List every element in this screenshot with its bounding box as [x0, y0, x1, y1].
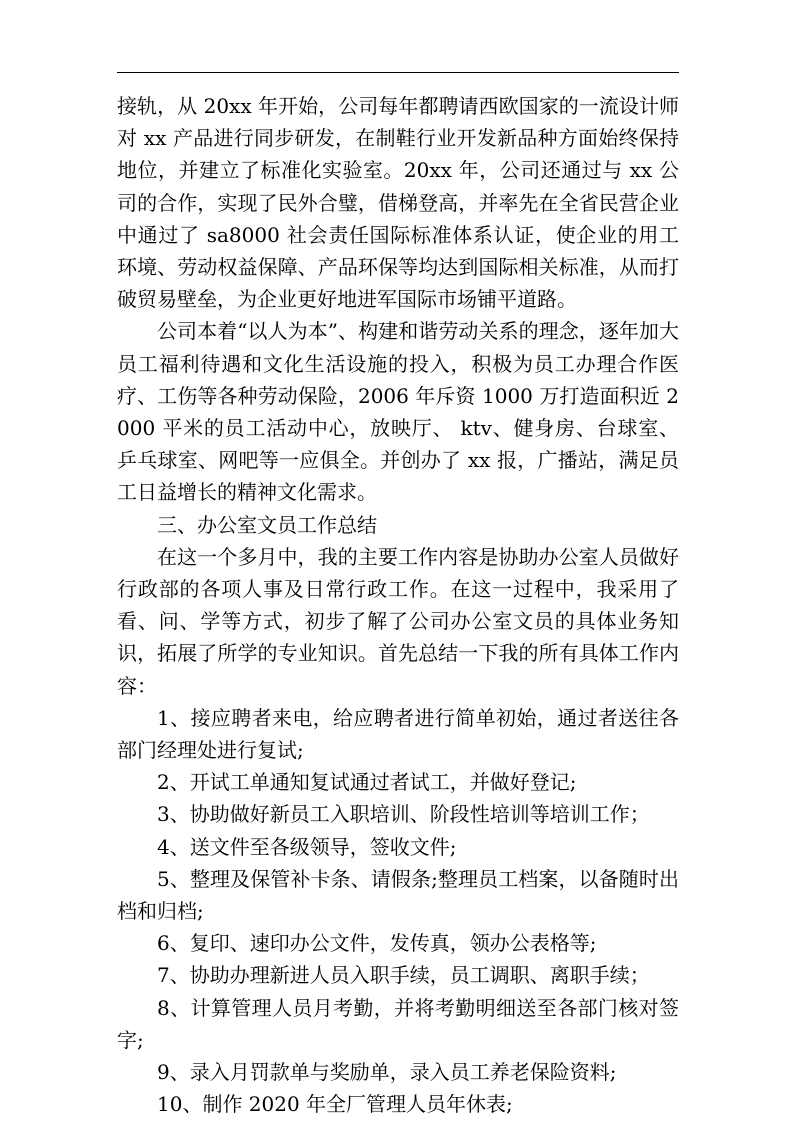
list-item: 1、接应聘者来电，给应聘者进行简单初始，通过者送往各部门经理处进行复试;	[117, 705, 679, 763]
document-body	[117, 90, 679, 1121]
header-rule	[117, 72, 679, 73]
list-item: 4、送文件至各级领导，签收文件;	[157, 834, 457, 859]
list-item: 3、协助做好新员工入职培训、阶段性培训等培训工作；	[157, 802, 650, 827]
paragraph-continuation: 接轨，从 20xx 年开始，公司每年都聘请西欧国家的一流设计师对 xx 产品进行同步研发，在制鞋行业开发新品种方面始终保持地位，并建立了标准化实验室。20xx 年，公司还通过与 xx 公司的合作，实现了民外合璧，借梯登高，并率先在全省民营企业中通过了 sa8000 社会责任国际标准体系认证，使企业的用工环境、劳动权益保障、产品环保等均达到国际相关标准，从而打破贸易壁垒，为企业更好地进军国际市场铺平道路。	[117, 94, 679, 312]
paragraph-work-intro: 在这一个多月中，我的主要工作内容是协助办公室人员做好行政部的各项人事及日常行政工作。在这一过程中，我采用了看、问、学等方式，初步了解了公司办公室文员的具体业务知识，拓展了所学的专业知识。首先总结一下我的所有具体工作内容：	[117, 544, 679, 698]
paragraph-company-welfare: 公司本着“以人为本”、构建和谐劳动关系的理念，逐年加大员工福利待遇和文化生活设施的投入，积极为员工办理合作医疗、工伤等各种劳动保险，2006 年斥资 1000 万打造面积近 2000 平米的员工活动中心，放映厅、 ktv、健身房、台球室、乒乓球室、网吧等一应俱全。并创办了 xx 报，广播站，满足员工日益增长的精神文化需求。	[117, 319, 679, 505]
list-item: 8、计算管理人员月考勤，并将考勤明细送至各部门核对签字;	[117, 995, 679, 1052]
list-item: 5、整理及保管补卡条、请假条;整理员工档案，以备随时出档和归档;	[117, 866, 679, 924]
section-heading: 三、办公室文员工作总结	[157, 512, 377, 537]
list-item: 6、复印、速印办公文件，发传真，领办公表格等;	[157, 931, 597, 956]
list-item: 7、协助办理新进人员入职手续，员工调职、离职手续；	[157, 963, 650, 988]
list-item: 10、制作 2020 年全厂管理人员年休表;	[157, 1092, 513, 1117]
list-item: 2、开试工单通知复试通过者试工，并做好登记;	[157, 770, 577, 795]
list-item: 9、录入月罚款单与奖励单，录入员工养老保险资料;	[157, 1060, 617, 1085]
